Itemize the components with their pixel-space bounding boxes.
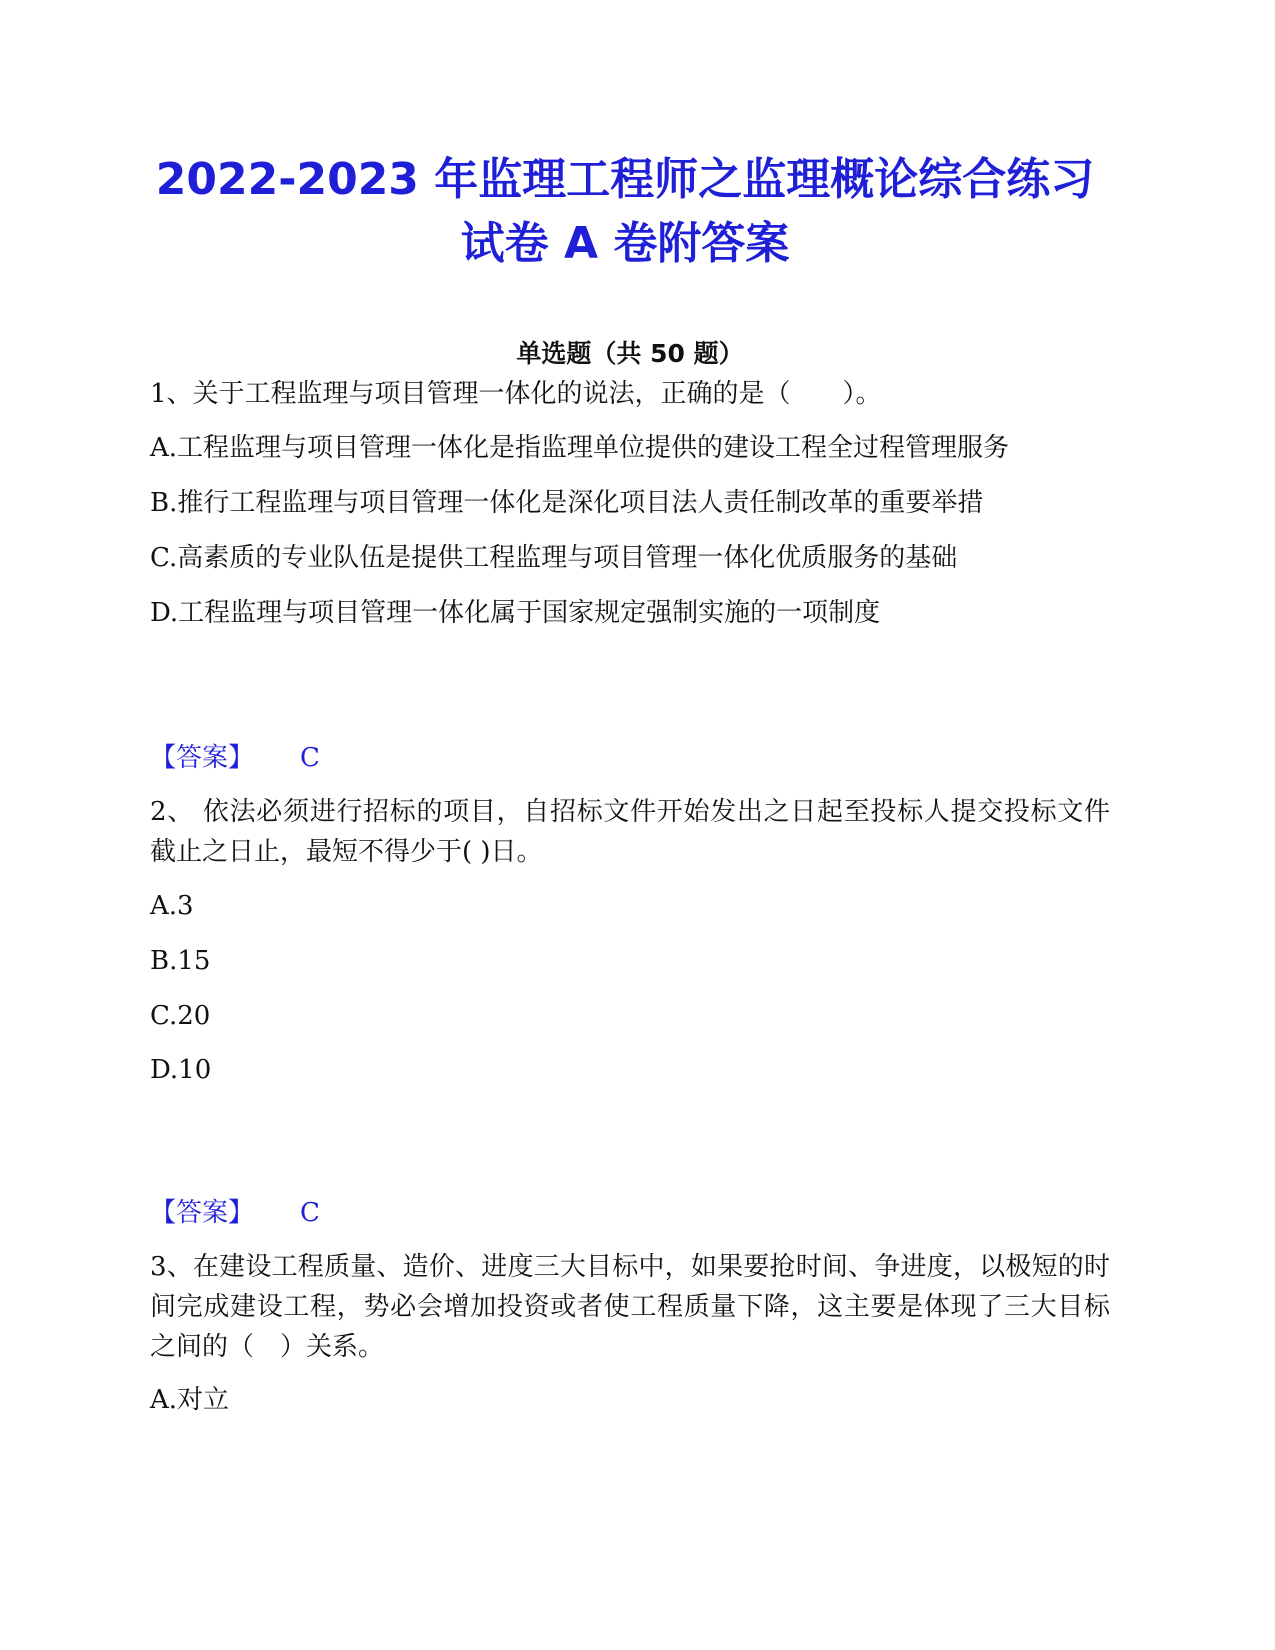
question-3-option-a: A.对立	[150, 1385, 230, 1415]
question-2-option-d: D.10	[150, 1055, 212, 1085]
question-2-option-a: A.3	[150, 891, 194, 921]
question-1-option-b: B.推行工程监理与项目管理一体化是深化项目法人责任制改革的重要举措	[150, 488, 984, 518]
question-2-option-c: C.20	[150, 1001, 211, 1031]
document-title: 2022-2023 年监理工程师之监理概论综合练习试卷 A 卷附答案	[155, 154, 1095, 269]
section-heading: 单选题（共 50 题）	[516, 339, 744, 368]
question-2-stem: 2、 依法必须进行招标的项目，自招标文件开始发出之日起至投标人提交投标文件截止之日止，最短不得少于( )日。	[150, 797, 1110, 867]
answer-label: 【答案】	[150, 1198, 255, 1228]
question-1-stem: 1、关于工程监理与项目管理一体化的说法，正确的是（ ）。	[150, 379, 882, 409]
question-2-option-b: B.15	[150, 946, 211, 976]
answer-value: C	[300, 1198, 320, 1228]
answer-label: 【答案】	[150, 743, 255, 773]
question-1-option-a: A.工程监理与项目管理一体化是指监理单位提供的建设工程全过程管理服务	[150, 433, 1010, 463]
question-1-answer	[150, 738, 320, 778]
question-1-option-d: D.工程监理与项目管理一体化属于国家规定强制实施的一项制度	[150, 598, 881, 628]
question-2-answer	[150, 1193, 320, 1233]
question-1-option-c: C.高素质的专业队伍是提供工程监理与项目管理一体化优质服务的基础	[150, 543, 958, 573]
answer-value: C	[300, 743, 320, 773]
question-3-stem: 3、在建设工程质量、造价、进度三大目标中，如果要抢时间、争进度，以极短的时间完成建设工程，势必会增加投资或者使工程质量下降，这主要是体现了三大目标之间的（ ）关系。	[150, 1252, 1110, 1362]
